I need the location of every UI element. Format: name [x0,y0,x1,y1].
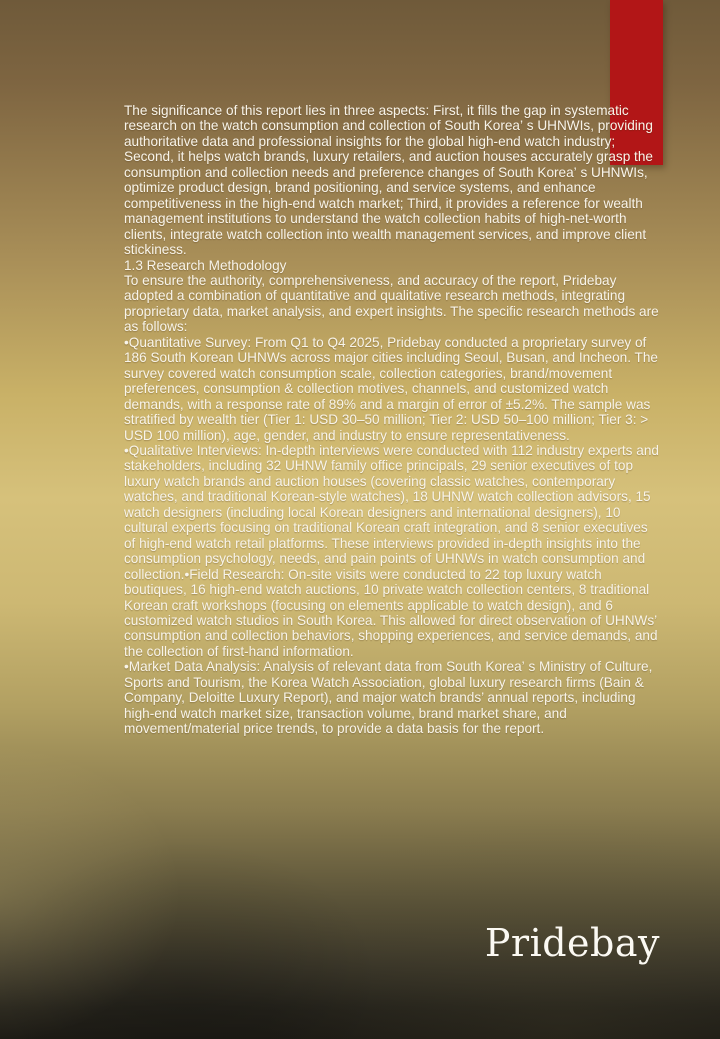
paragraph-quantitative-survey: •Quantitative Survey: From Q1 to Q4 2025, Pridebay conducted a proprietary survey of 186 South Korean UHNWs across major cities including Seoul, Busan, and Incheon. The survey covered watch consumption scale, collection categories, brand/movement preferences, consumption & collection motives, channels, and customized watch demands, with a response rate of 89% and a margin of error of ±5.2%. The sample was stratified by wealth tier (Tier 1: USD 30–50 million; Tier 2: USD 50–100 million; Tier 3: > USD 100 million), age, gender, and industry to ensure representativeness. [124,334,658,443]
paragraph-significance: The significance of this report lies in three aspects: First, it fills the gap in systematic research on the watch consumption and collection of South Korea’ s UHNWIs, providing authoritative data and professional insights for the global high-end watch industry; Second, it helps watch brands, luxury retailers, and auction houses accurately grasp the consumption and collection needs and preference changes of South Korea’ s UHNWIs, optimize product design, brand positioning, and service systems, and enhance competitiveness in the high-end watch market; Third, it provides a reference for wealth management institutions to understand the watch collection habits of high-net-worth clients, integrate watch collection into wealth management services, and improve client stickiness. [124,103,653,258]
section-heading-research-methodology: 1.3 Research Methodology [124,257,287,273]
paragraph-qualitative-interviews-field-research: •Qualitative Interviews: In-depth interviews were conducted with 112 industry experts and stakeholders, including 32 UHNW family office principals, 29 senior executives of top luxury watch brands and auction houses (covering classic watches, contemporary watches, and traditional Korean-style watches), 18 UHNW watch collection advisors, 15 watch designers (including local Korean designers and international designers), 10 cultural experts focusing on traditional Korean craft integration, and 8 senior executives of high-end watch retail platforms. These interviews provided in-depth insights into the consumption psychology, needs, and pain points of UHNWs in watch consumption and collection.•Field Research: On-site visits were conducted to 22 top luxury watch boutiques, 16 high-end watch auctions, 10 private watch collection centers, 8 traditional Korean craft workshops (focusing on elements applicable to watch design), and 6 customized watch studios in South Korea. This allowed for direct observation of UHNWs’ consumption and collection behaviors, shopping experiences, and service demands, and the collection of first-hand information. [124,442,661,659]
pridebay-logo: Pridebay [484,921,660,965]
paragraph-market-data-analysis: •Market Data Analysis: Analysis of relevant data from South Korea’ s Ministry of Culture, Sports and Tourism, the Korea Watch Association, global luxury research firms (Bain & Company, Deloitte Luxury Report), and major watch brands’ annual reports, including high-end watch market size, transaction volume, brand market share, and movement/material price trends, to provide a data basis for the report. [124,659,653,737]
paragraph-methodology-intro: To ensure the authority, comprehensiveness, and accuracy of the report, Pridebay adopted a combination of quantitative and qualitative research methods, integrating proprietary data, market analysis, and expert insights. The specific research methods are as follows: [124,272,659,335]
report-body-text [124,103,661,737]
